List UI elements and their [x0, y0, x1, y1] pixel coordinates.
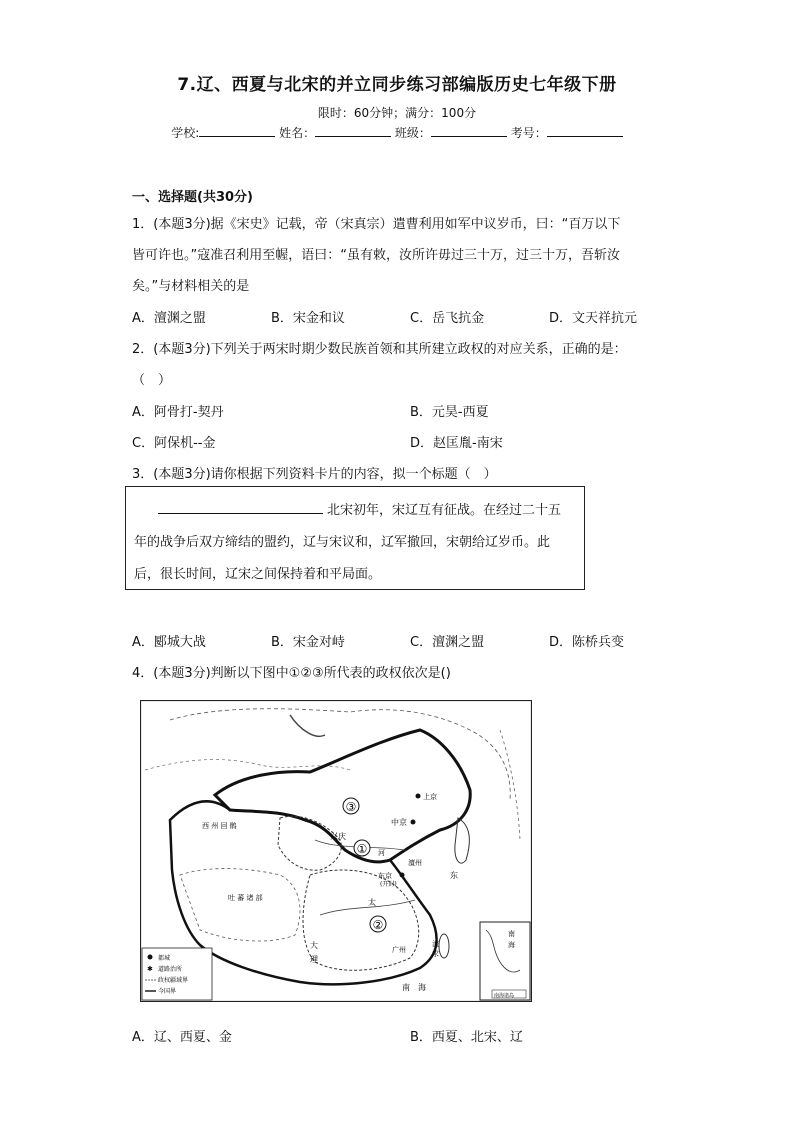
student-info-row [0, 124, 794, 141]
q2-option-d[interactable]: D．赵匡胤-南宋 [410, 436, 503, 451]
label-guangzhou: 广州 [392, 946, 406, 954]
card-line3: 后，很长时间，辽宋之间保持着和平局面。 [134, 567, 382, 582]
shangjing-dot [416, 794, 421, 799]
legend-capital-symbol [148, 955, 153, 960]
section-title: 一、选择题(共30分) [132, 190, 253, 205]
label-liuqiu-1: 流 [432, 940, 439, 948]
label-dong: 东 [450, 871, 458, 880]
name-label: 姓名： [279, 126, 316, 140]
dongjing-dot [400, 873, 405, 878]
id-field[interactable] [547, 124, 623, 137]
school-label: 学校: [171, 126, 200, 140]
page-title: 7.辽、西夏与北宋的并立同步练习部编版历史七年级下册 [177, 75, 617, 95]
q3-option-b[interactable]: B．宋金对峙 [271, 635, 345, 650]
legend-capital: 都城 [158, 955, 171, 962]
q3-option-c[interactable]: C．澶渊之盟 [410, 635, 485, 650]
inset-label-2: 海 [508, 941, 515, 949]
q2-line1: 2．(本题3分)下列关于两宋时期少数民族首领和其所建立政权的对应关系，正确的是： [132, 342, 627, 357]
label-liuqiu-2: 求 [432, 950, 439, 958]
label-shangjing: 上京 [423, 793, 437, 801]
material-card [125, 486, 585, 590]
label-dali-2: 理 [310, 955, 318, 964]
q1-option-a[interactable]: A．澶渊之盟 [132, 311, 206, 326]
legend-seat: 道路治所 [158, 966, 183, 973]
label-zhongjing: 中京 [391, 818, 407, 827]
marker-1: ① [356, 842, 368, 856]
label-xizhou: 西 州 回 鹘 [202, 822, 237, 830]
marker-2: ② [372, 918, 384, 932]
q1-line2: 皆可许也。”寇准召利用至幄，语曰：“虽有敕，汝所许毋过三十万，过三十万，吾斩汝 [132, 248, 620, 263]
q3-line1: 3．(本题3分)请你根据下列资料卡片的内容，拟一个标题（ ） [132, 467, 497, 482]
q4-line1: 4．(本题3分)判断以下图中①②③所代表的政权依次是() [132, 666, 451, 681]
q1-line3: 矣。”与材料相关的是 [132, 279, 250, 294]
q3-option-a[interactable]: A．郾城大战 [132, 635, 206, 650]
card-line2: 年的战争后双方缔结的盟约，辽与宋议和，辽军撤回，宋朝给辽岁币。此 [134, 535, 551, 550]
label-chanzhou: 澶州 [408, 859, 422, 867]
school-field[interactable] [199, 124, 275, 137]
time-score-info: 限时：60分钟；满分：100分 [317, 106, 477, 120]
map-legend-box [142, 948, 212, 1000]
label-he: 河 [378, 849, 385, 857]
class-label: 班级： [394, 126, 431, 140]
q1-option-d[interactable]: D．文天祥抗元 [549, 311, 638, 326]
id-label: 考号： [510, 126, 547, 140]
q1-option-b[interactable]: B．宋金和议 [271, 311, 345, 326]
q2-option-a[interactable]: A．阿骨打-契丹 [132, 405, 224, 420]
label-tai: 太 [368, 898, 376, 907]
q1-line1: 1．(本题3分)据《宋史》记载，帝（宋真宗）遣曹利用如军中议岁币，曰：“百万以下 [132, 217, 621, 232]
q2-option-b[interactable]: B．元昊-西夏 [410, 405, 489, 420]
legend-national: 今国界 [158, 988, 177, 995]
card-line1-text: 北宋初年，宋辽互有征战。在经过二十五 [327, 503, 562, 518]
title-blank [158, 501, 323, 514]
q2-line2: （ ） [132, 373, 172, 388]
q2-option-c[interactable]: C．阿保机--金 [132, 436, 216, 451]
class-field[interactable] [431, 124, 507, 137]
label-kaifeng: (开封) [380, 881, 397, 888]
inset-map-frame [480, 922, 530, 1000]
historical-map [140, 700, 532, 1002]
name-field[interactable] [315, 124, 391, 137]
inset-caption: 南海诸岛 [494, 993, 515, 999]
q4-option-b[interactable]: B．西夏、北宋、辽 [410, 1030, 523, 1045]
label-dali-1: 大 [310, 941, 318, 950]
label-nanhai: 南 海 [402, 983, 426, 992]
q4-option-a[interactable]: A．辽、西夏、金 [132, 1030, 232, 1045]
label-dongjing: 东京 [378, 872, 392, 880]
inset-label-1: 南 [508, 930, 515, 938]
zhongjing-dot [411, 820, 416, 825]
card-line1 [158, 499, 561, 518]
legend-seat-symbol: ✱ [147, 965, 153, 973]
q3-option-d[interactable]: D．陈桥兵变 [549, 635, 625, 650]
q1-option-c[interactable]: C．岳飞抗金 [410, 311, 485, 326]
marker-3: ③ [345, 800, 357, 814]
label-tubo: 吐 蕃 诸 部 [228, 894, 263, 902]
legend-border: 政权疆域界 [158, 977, 189, 984]
label-xingqing: 兴庆 [330, 832, 346, 841]
